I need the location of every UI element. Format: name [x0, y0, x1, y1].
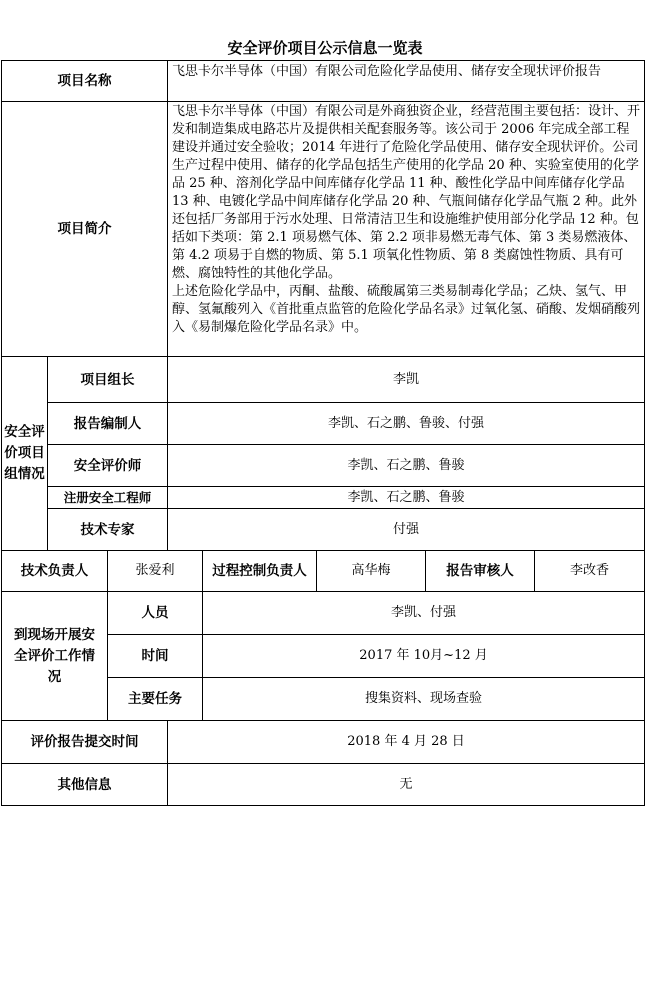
report-writer-label: 报告编制人: [48, 403, 168, 445]
tech-lead-value: 张爱利: [108, 551, 203, 592]
process-control-label: 过程控制负责人: [203, 551, 317, 592]
project-name-value: 飞思卡尔半导体（中国）有限公司危险化学品使用、储存安全现状评价报告: [168, 61, 645, 102]
tech-expert-label: 技术专家: [48, 509, 168, 551]
main-task-label: 主要任务: [108, 678, 203, 721]
project-intro-paragraph-2: 上述危险化学品中，丙酮、盐酸、硫酸属第三类易制毒化学品；乙炔、氢气、甲醇、氢氟酸列入《首批重点监管的危险化学品名录》过氧化氢、硝酸、发烟硝酸列入《易制爆危险化学品名录》中。: [172, 284, 641, 335]
site-personnel-value: 李凯、付强: [203, 592, 645, 635]
other-info-label: 其他信息: [2, 764, 168, 806]
registered-engineer-label: 注册安全工程师: [48, 487, 168, 509]
report-reviewer-label: 报告审核人: [426, 551, 535, 592]
submit-time-value: 2018 年 4 月 28 日: [168, 721, 645, 764]
tech-lead-label: 技术负责人: [2, 551, 108, 592]
team-leader-value: 李凯: [168, 357, 645, 403]
project-intro-value: [168, 102, 645, 357]
process-control-value: 高华梅: [317, 551, 426, 592]
report-writer-value: 李凯、石之鹏、鲁骏、付强: [168, 403, 645, 445]
safety-evaluator-value: 李凯、石之鹏、鲁骏: [168, 445, 645, 487]
site-work-group-label: 到现场开展安全评价工作情况: [2, 592, 108, 721]
tech-expert-value: 付强: [168, 509, 645, 551]
team-leader-label: 项目组长: [48, 357, 168, 403]
other-info-value: 无: [168, 764, 645, 806]
registered-engineer-value: 李凯、石之鹏、鲁骏: [168, 487, 645, 509]
report-reviewer-value: 李改香: [535, 551, 645, 592]
project-intro-paragraph-1: 飞思卡尔半导体（中国）有限公司是外商独资企业，经营范围主要包括：设计、开发和制造集成电路芯片及提供相关配套服务等。该公司于 2006 年完成全部工程建设并通过安全验收；2014 年进行了危险化学品使用、储存安全现状评价。公司生产过程中使用、储存的化学品包括生产使用的化学品 20 种、实验室使用的化学品 25 种、溶剂化学品中间库储存化学品 11 种、酸性化学品中间库储存化学品 13 种、电镀化学品中间库储存化学品 20 种、气瓶间储存化学品气瓶 2 种。此外还包括厂务部用于污水处理、日常清洁卫生和设施维护使用部分化学品 12 种。包括如下类项：第 2.1 项易燃气体、第 2.2 项非易燃无毒气体、第 3 类易燃液体、第 4.2 项易于自燃的物质、第 5.1 项氧化性物质、第 8 类腐蚀性物质、具有可燃、腐蚀特性的其他化学品。: [172, 104, 641, 281]
main-task-value: 搜集资料、现场查验: [203, 678, 645, 721]
project-name-label: 项目名称: [2, 61, 168, 102]
site-time-label: 时间: [108, 635, 203, 678]
site-personnel-label: 人员: [108, 592, 203, 635]
project-intro-label: 项目简介: [2, 102, 168, 357]
site-time-value: 2017 年 10月~12 月: [203, 635, 645, 678]
submit-time-label: 评价报告提交时间: [2, 721, 168, 764]
safety-evaluator-label: 安全评价师: [48, 445, 168, 487]
page-title: 安全评价项目公示信息一览表: [227, 39, 423, 57]
team-group-label: 安全评价项目组情况: [2, 357, 48, 551]
info-table: [1, 60, 645, 806]
